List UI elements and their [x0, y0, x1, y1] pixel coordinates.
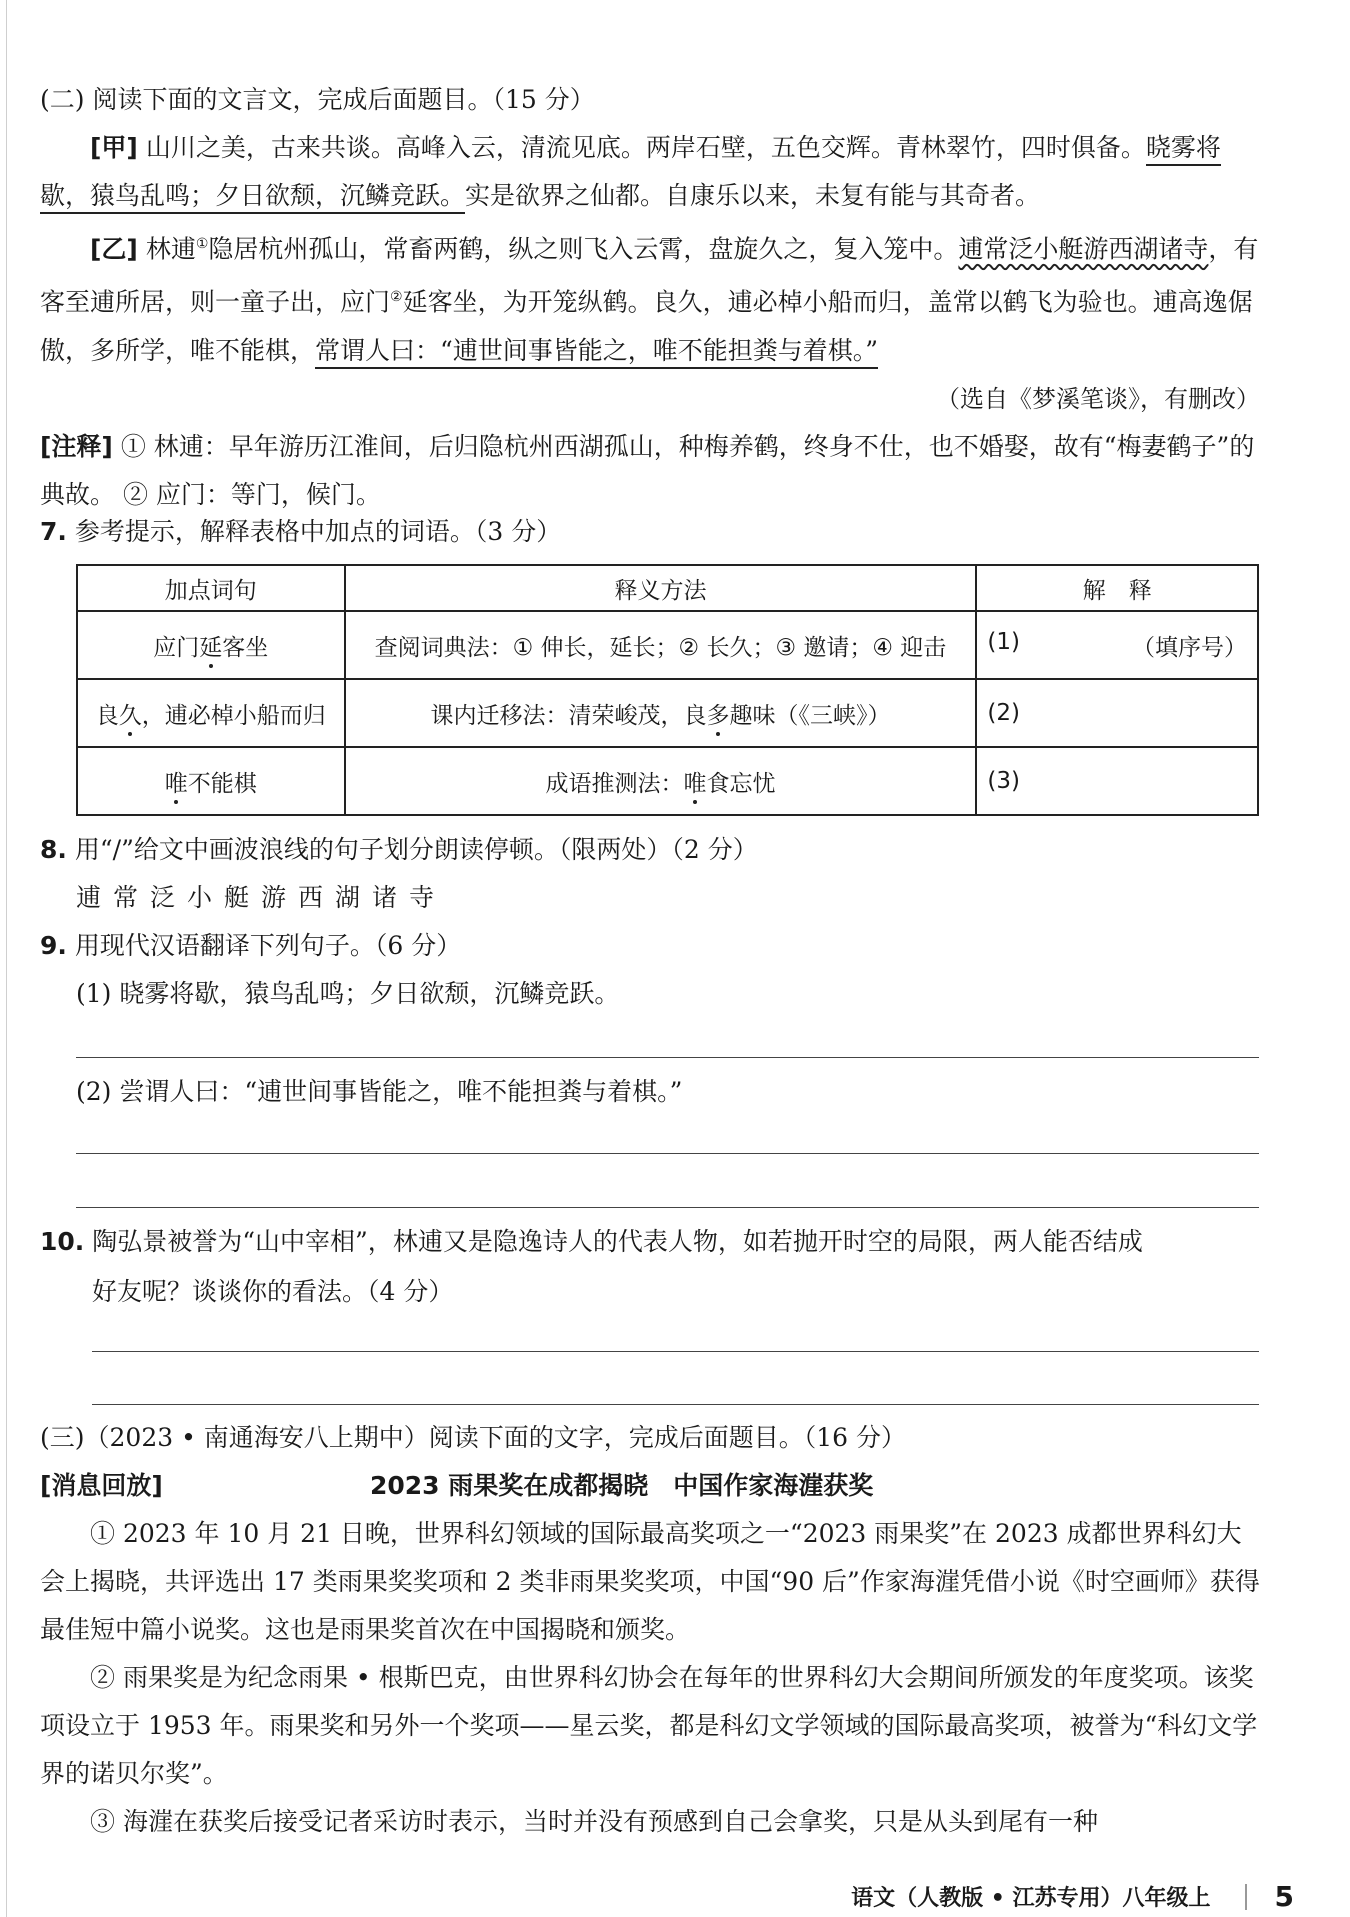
- dotted-word: 多: [706, 697, 729, 730]
- table-cell-answer[interactable]: [976, 747, 1258, 815]
- table-cell-method: 查阅词典法：① 伸长，延长；② 长久；③ 邀请；④ 迎击: [345, 611, 977, 679]
- passage-yi-text-4: 延客坐，为开笼纵鹤。良久，逋必棹小船而归，盖常以鹤飞为验也。逋高逸倨傲，多所学，唯不能棋，: [40, 287, 1253, 365]
- table-row: [77, 747, 1258, 815]
- question-9-number: 9.: [40, 931, 67, 960]
- answer-hint: （填序号）: [1132, 634, 1247, 661]
- footer-book-title: 语文（人教版 • 江苏专用）八年级上: [851, 1886, 1211, 1911]
- news-paragraph-3: ③ 海漄在获奖后接受记者采访时表示，当时并没有预感到自己会拿奖，只是从头到尾有一种: [90, 1807, 1098, 1836]
- passage-yi-text-1: 林逋: [145, 234, 196, 264]
- note-label: [注释]: [40, 431, 113, 461]
- question-10-text-1: 陶弘景被誉为“山中宰相”，林逋又是隐逸诗人的代表人物，如若抛开时空的局限，两人能否结成: [92, 1227, 1143, 1256]
- question-9-item-2: (2) 尝谓人曰：“逋世间事皆能之，唯不能担粪与着棋。”: [76, 1077, 683, 1106]
- news-article: [40, 1462, 1260, 1846]
- table-cell-phrase: 唯不能棋: [77, 747, 345, 815]
- table-header-answer: 解 释: [976, 565, 1258, 611]
- page-number: 5: [1274, 1880, 1294, 1913]
- passage-jia-text-1: 山川之美，古来共谈。高峰入云，清流见底。两岸石壁，五色交辉。青林翠竹，四时俱备。: [145, 133, 1146, 162]
- news-paragraph-1: ① 2023 年 10 月 21 日晚，世界科幻领域的国际最高奖项之一“2023 雨果奖”在 2023 成都世界科幻大会上揭晓，共评选出 17 类雨果奖奖项和 2 类非雨果奖奖项，中国“90 后”作家海漄凭借小说《时空画师》获得最佳短中篇小说奖。这也是雨果奖首次在中国揭晓和颁奖。: [40, 1519, 1260, 1644]
- note-1: ① 林逋：早年游历江淮间，后归隐杭州西湖孤山，种梅养鹤，终身不仕，也不婚娶，故有“梅妻鹤子”的典故。: [40, 431, 1255, 509]
- table-cell-answer[interactable]: [976, 679, 1258, 747]
- section-3-heading: (三)（2023 • 南通海安八上期中）阅读下面的文字，完成后面题目。（16 分）: [40, 1423, 907, 1452]
- question-10-text-2: 好友呢？谈谈你的看法。（4 分）: [92, 1277, 454, 1306]
- question-8: [40, 826, 1270, 874]
- passage-source: （选自《梦溪笔谈》，有删改）: [936, 384, 1260, 413]
- dotted-word: 延: [199, 629, 222, 662]
- question-7-table: [76, 564, 1259, 816]
- question-10: [40, 1218, 1270, 1266]
- passage-jia-text-2: 实是欲界之仙都。自康乐以来，未复有能与其奇者。: [465, 181, 1041, 210]
- question-7-number: 7.: [40, 517, 67, 546]
- answer-line[interactable]: [76, 1057, 1259, 1058]
- question-8-sentence[interactable]: 逋常泛小艇游西湖诸寺: [76, 883, 447, 912]
- table-header-method: 释义方法: [345, 565, 977, 611]
- table-row: [77, 611, 1258, 679]
- page-footer: [851, 1880, 1294, 1913]
- binding-line: [6, 0, 7, 1917]
- question-8-text: 用“/”给文中画波浪线的句子划分朗读停顿。（限两处）（2 分）: [74, 835, 758, 864]
- footnote-marker-2: ②: [390, 289, 403, 306]
- question-8-number: 8.: [40, 835, 67, 864]
- passage-yi: [40, 220, 1260, 519]
- answer-number: (2): [987, 700, 1020, 726]
- dotted-word: 唯: [683, 765, 706, 798]
- footnote-marker-1: ①: [195, 236, 209, 252]
- question-9: [40, 922, 1270, 970]
- dotted-word: 唯: [165, 765, 188, 798]
- passage-jia: [40, 124, 1260, 220]
- table-header-row: [77, 565, 1258, 611]
- news-paragraph-2: ② 雨果奖是为纪念雨果 • 根斯巴克，由世界科幻协会在每年的世界科幻大会期间所颁发的年度奖项。该奖项设立于 1953 年。雨果奖和另外一个奖项——星云奖，都是科幻文学领域的国际最高奖项，被誉为“科幻文学界的诺贝尔奖”。: [40, 1663, 1258, 1788]
- table-cell-answer[interactable]: [976, 611, 1258, 679]
- answer-line[interactable]: [92, 1351, 1259, 1352]
- answer-number: (1): [987, 628, 1020, 655]
- table-header-phrase: 加点词句: [77, 565, 345, 611]
- table-cell-method: 成语推测法：唯食忘忧: [345, 747, 977, 815]
- passage-yi-text-3: ，有客至逋所居，则一童子出，应门: [40, 234, 1259, 317]
- answer-line[interactable]: [92, 1404, 1259, 1405]
- news-label: [消息回放]: [40, 1471, 163, 1500]
- passage-jia-underlined-sentence: 晓雾将歇，猿鸟乱鸣；夕日欲颓，沉鳞竞跃。: [40, 133, 1221, 214]
- passage-jia-label: [甲]: [90, 133, 138, 162]
- question-9-text: 用现代汉语翻译下列句子。（6 分）: [74, 931, 462, 960]
- passage-yi-wavy-sentence: 逋常泛小艇游西湖诸寺: [958, 234, 1209, 264]
- news-headline: 2023 雨果奖在成都揭晓 中国作家海漄获奖: [370, 1471, 874, 1500]
- table-cell-phrase: 应门延客坐: [77, 611, 345, 679]
- answer-line[interactable]: [76, 1207, 1259, 1208]
- note-2: ② 应门：等门，候门。: [122, 479, 381, 509]
- table-cell-phrase: 良久，逋必棹小船而归: [77, 679, 345, 747]
- passage-yi-text-2: 隐居杭州孤山，常畜两鹤，纵之则飞入云霄，盘旋久之，复入笼中。: [208, 234, 959, 264]
- dotted-word: 久: [119, 697, 142, 730]
- answer-number: (3): [987, 768, 1020, 794]
- footer-divider: [1245, 1884, 1247, 1910]
- question-7-text: 参考提示，解释表格中加点的词语。（3 分）: [74, 517, 562, 546]
- section-2-heading: (二) 阅读下面的文言文，完成后面题目。（15 分）: [40, 85, 595, 114]
- table-row: [77, 679, 1258, 747]
- question-10-number: 10.: [40, 1227, 85, 1256]
- question-7: [40, 508, 1270, 556]
- question-9-item-1: (1) 晓雾将歇，猿鸟乱鸣；夕日欲颓，沉鳞竞跃。: [76, 979, 620, 1008]
- passage-yi-label: [乙]: [90, 234, 138, 264]
- table-cell-method: 课内迁移法：清荣峻茂，良多趣味（《三峡》）: [345, 679, 977, 747]
- answer-line[interactable]: [76, 1153, 1259, 1154]
- passage-yi-underlined-sentence: 常谓人曰：“逋世间事皆能之，唯不能担粪与着棋。”: [315, 336, 878, 369]
